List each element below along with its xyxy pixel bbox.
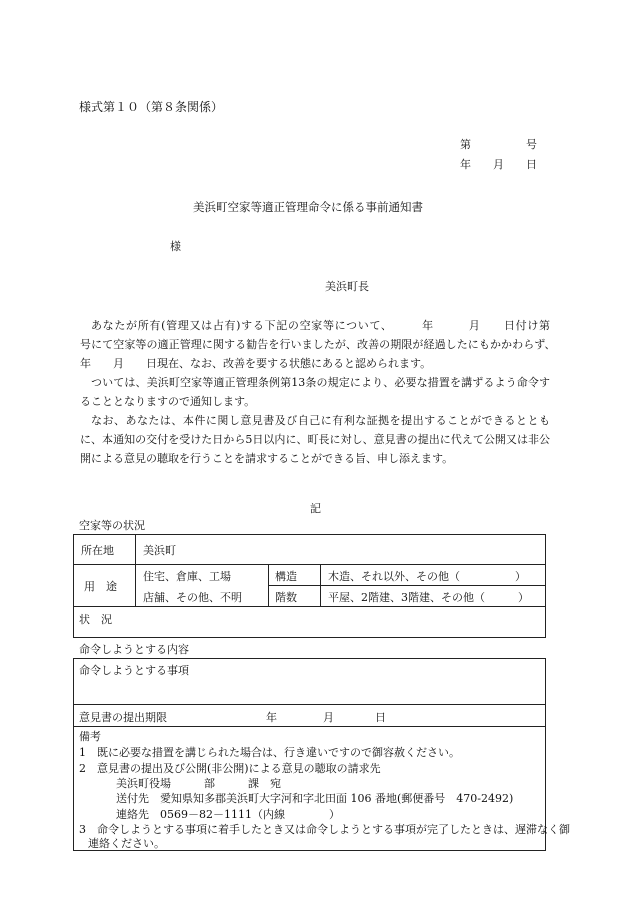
status-label: 状 況 [79, 613, 112, 626]
remark-2-address: 送付先 愛知県知多郡美浜町大字河和字北田面 106 番地(郵便番号 470-2492) [116, 792, 514, 805]
deadline-year: 年 [266, 711, 277, 724]
remarks-label: 備考 [79, 730, 101, 743]
body-paragraph-2: ついては、美浜町空家等適正管理条例第13条の規定により、必要な措置を講ずるよう命令することとなりますので通知します。 [80, 376, 550, 408]
section-property-status-label: 空家等の状況 [79, 519, 145, 532]
deadline-month: 月 [323, 711, 334, 724]
location-value: 美浜町 [143, 544, 176, 557]
form-label: 様式第１０（第８条関係） [79, 100, 224, 114]
deadline-label: 意見書の提出期限 [79, 711, 167, 724]
sender: 美浜町長 [325, 280, 369, 293]
deadline-day: 日 [375, 711, 386, 724]
order-matter-label: 命令しようとする事項 [79, 664, 189, 677]
location-label: 所在地 [81, 544, 114, 557]
document-date: 年 月 日 [460, 158, 537, 171]
remark-2-contact: 連絡先 0569－82－1111（内線 ） [116, 808, 340, 821]
remark-2-office: 美浜町役場 部 課 宛 [116, 777, 281, 790]
document-number: 第 号 [460, 138, 537, 151]
remark-3-line2: 連絡ください。 [88, 837, 165, 850]
document-title: 美浜町空家等適正管理命令に係る事前通知書 [193, 200, 423, 214]
body-paragraph-1: あなたが所有(管理又は占有)する下記の空家等について、 年 月 日付け第 号にて空家等の適正管理に関する勧告を行いましたが、改善の期限が経過したにもかかわらず、 年 月 日現在、なお、改善を要する状態にあると認められます。 [80, 319, 594, 370]
remark-2: 2 意見書の提出及び公開(非公開)による意見の聴取の請求先 [79, 762, 381, 775]
ki-heading: 記 [310, 502, 321, 515]
floors-label: 階数 [275, 591, 297, 604]
section-order-content-label: 命令しようとする内容 [79, 643, 189, 656]
addressee: 様 [170, 240, 181, 253]
use-options-line1: 住宅、倉庫、工場 [143, 570, 231, 583]
floors-value: 平屋、2階建、3階建、その他（ ） [328, 591, 529, 604]
remark-3-line1: 3 命令しようとする事項に着手したとき又は命令しようとする事項が完了したときは、遅滞なく御 [79, 823, 570, 836]
use-label: 用 途 [84, 580, 117, 593]
use-options-line2: 店舗、その他、不明 [143, 591, 242, 604]
body-text [80, 316, 594, 468]
structure-value: 木造、それ以外、その他（ ） [328, 570, 526, 583]
body-paragraph-3: なお、あなたは、本件に関し意見書及び自己に有利な証拠を提出することができるとともに、本通知の交付を受けた日から5日以内に、町長に対し、意見書の提出に代えて公開又は非公開による意見の聴取を行うことを請求することができる旨、申し添えます。 [80, 414, 550, 465]
structure-label: 構造 [275, 570, 297, 583]
remark-1: 1 既に必要な措置を講じられた場合は、行き違いですので御容赦ください。 [79, 746, 460, 759]
